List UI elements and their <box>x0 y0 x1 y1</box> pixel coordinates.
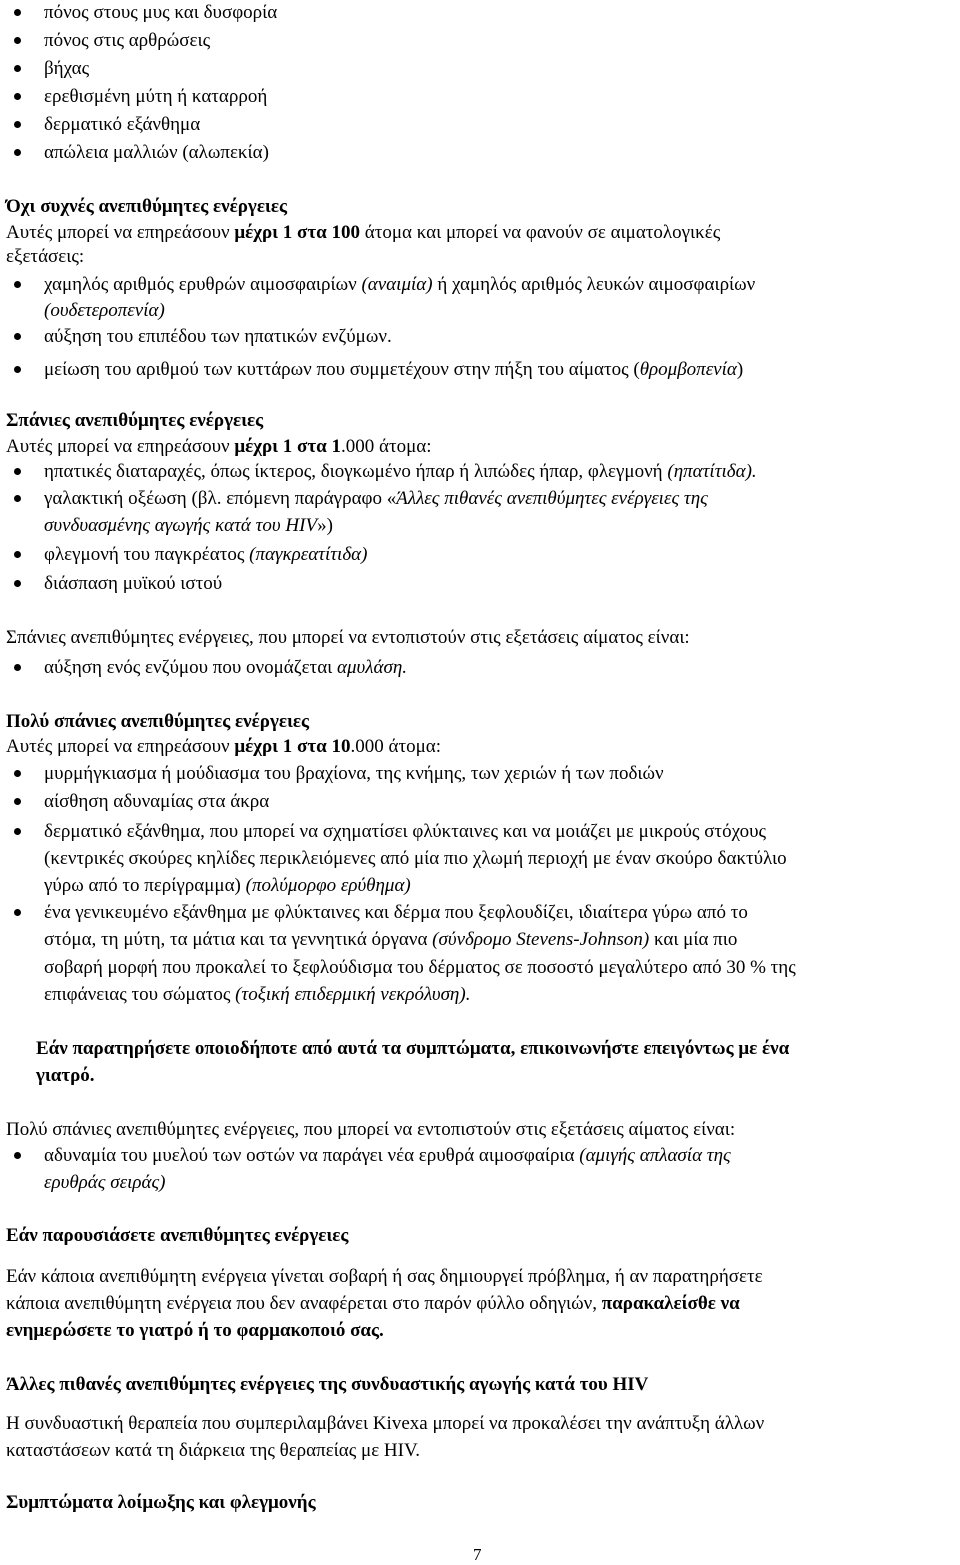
bullet-icon <box>14 468 21 475</box>
warning-text: γιατρό. <box>36 1065 95 1086</box>
bullet-icon <box>14 580 21 587</box>
list-item: μυρμήγκιασμα ή μούδιασμα του βραχίονα, της κνήμης, των χεριών ή των ποδιών <box>44 763 664 784</box>
list-item: χαμηλός αριθμός ερυθρών αιμοσφαιρίων (αναιμία) ή χαμηλός αριθμός λευκών αιμοσφαιρίων <box>44 274 756 295</box>
paragraph: Εάν κάποια ανεπιθύμητη ενέργεια γίνεται σοβαρή ή σας δημιουργεί πρόβλημα, ή αν παρατηρήσετε <box>6 1266 763 1287</box>
list-item: πόνος στις αρθρώσεις <box>44 30 211 51</box>
bullet-icon <box>14 281 21 288</box>
section-heading: Όχι συχνές ανεπιθύμητες ενέργειες <box>6 196 287 217</box>
list-item: φλεγμονή του παγκρέατος (παγκρεατίτιδα) <box>44 544 368 565</box>
paragraph: καταστάσεων κατά τη διάρκεια της θεραπείας με HIV. <box>6 1440 421 1461</box>
paragraph: Αυτές μπορεί να επηρεάσουν μέχρι 1 στα 10.000 άτομα: <box>6 736 442 757</box>
list-item: ένα γενικευμένο εξάνθημα με φλύκταινες και δέρμα που ξεφλουδίζει, ιδιαίτερα γύρω από το <box>44 902 748 923</box>
section-heading: Πολύ σπάνιες ανεπιθύμητες ενέργειες <box>6 711 309 732</box>
bullet-icon <box>14 664 21 671</box>
list-item: αύξηση ενός ενζύμου που ονομάζεται αμυλάση. <box>44 657 407 678</box>
bullet-icon <box>14 828 21 835</box>
paragraph: ενημερώσετε το γιατρό ή το φαρμακοποιό σας. <box>6 1320 384 1341</box>
section-heading: Συμπτώματα λοίμωξης και φλεγμονής <box>6 1492 316 1513</box>
bullet-icon <box>14 1152 21 1159</box>
page-number: 7 <box>473 1545 482 1564</box>
bullet-icon <box>14 495 21 502</box>
list-item-continuation: στόμα, τη μύτη, τα μάτια και τα γεννητικά όργανα (σύνδρομο Stevens-Johnson) και μία πιο <box>44 929 738 950</box>
list-item: μείωση του αριθμού των κυττάρων που συμμετέχουν στην πήξη του αίματος (θρομβοπενία) <box>44 359 744 380</box>
list-item-continuation: επιφάνειας του σώματος (τοξική επιδερμική νεκρόλυση). <box>44 984 471 1005</box>
list-item-continuation: σοβαρή μορφή που προκαλεί το ξεφλούδισμα του δέρματος σε ποσοστό μεγαλύτερο από 30 % της <box>44 957 796 978</box>
bullet-icon <box>14 333 21 340</box>
paragraph: Πολύ σπάνιες ανεπιθύμητες ενέργειες, που μπορεί να εντοπιστούν στις εξετάσεις αίματος είναι: <box>6 1119 736 1140</box>
list-item: διάσπαση μυϊκού ιστού <box>44 573 223 594</box>
list-item: αύξηση του επιπέδου των ηπατικών ενζύμων. <box>44 326 392 347</box>
list-item-continuation: ερυθράς σειράς) <box>44 1172 166 1193</box>
paragraph: Σπάνιες ανεπιθύμητες ενέργειες, που μπορεί να εντοπιστούν στις εξετάσεις αίματος είναι: <box>6 627 690 648</box>
bullet-icon <box>14 770 21 777</box>
list-item-continuation: συνδυασμένης αγωγής κατά του HIV») <box>44 515 333 536</box>
list-item: ηπατικές διαταραχές, όπως ίκτερος, διογκωμένο ήπαρ ή λιπώδες ήπαρ, φλεγμονή (ηπατίτιδα). <box>44 461 757 482</box>
bullet-icon <box>14 93 21 100</box>
bullet-icon <box>14 798 21 805</box>
paragraph: κάποια ανεπιθύμητη ενέργεια που δεν αναφέρεται στο παρόν φύλλο οδηγιών, παρακαλείσθε να <box>6 1293 740 1314</box>
section-heading: Σπάνιες ανεπιθύμητες ενέργειες <box>6 410 264 431</box>
bullet-icon <box>14 149 21 156</box>
list-item: βήχας <box>44 58 90 79</box>
bullet-icon <box>14 65 21 72</box>
list-item: αίσθηση αδυναμίας στα άκρα <box>44 791 270 812</box>
warning-text: Εάν παρατηρήσετε οποιοδήποτε από αυτά τα συμπτώματα, επικοινωνήστε επειγόντως με ένα <box>36 1038 790 1059</box>
list-item: απώλεια μαλλιών (αλωπεκία) <box>44 142 269 163</box>
list-item: δερματικό εξάνθημα, που μπορεί να σχηματίσει φλύκταινες και να μοιάζει με μικρούς στόχους <box>44 821 767 842</box>
list-item: αδυναμία του μυελού των οστών να παράγει νέα ερυθρά αιμοσφαίρια (αμιγής απλασία της <box>44 1145 731 1166</box>
section-heading: Εάν παρουσιάσετε ανεπιθύμητες ενέργειες <box>6 1225 349 1246</box>
bullet-icon <box>14 551 21 558</box>
bullet-icon <box>14 37 21 44</box>
list-item: πόνος στους μυς και δυσφορία <box>44 2 278 23</box>
bullet-icon <box>14 909 21 916</box>
paragraph: εξετάσεις: <box>6 246 85 267</box>
bullet-icon <box>14 121 21 128</box>
paragraph: Η συνδυαστική θεραπεία που συμπεριλαμβάνει Kivexa μπορεί να προκαλέσει την ανάπτυξη άλλων <box>6 1413 765 1434</box>
bullet-icon <box>14 366 21 373</box>
list-item-continuation: (κεντρικές σκούρες κηλίδες περικλειόμενες από μία πιο χλωμή περιοχή με έναν σκούρο δακτύλιο <box>44 848 787 869</box>
list-item-continuation: γύρω από το περίγραμμα) (πολύμορφο ερύθημα) <box>44 875 411 896</box>
section-heading: Άλλες πιθανές ανεπιθύμητες ενέργειες της συνδυαστικής αγωγής κατά του HIV <box>6 1374 649 1395</box>
paragraph: Αυτές μπορεί να επηρεάσουν μέχρι 1 στα 1.000 άτομα: <box>6 436 432 457</box>
list-item-continuation: (ουδετεροπενία) <box>44 300 165 321</box>
list-item: δερματικό εξάνθημα <box>44 114 201 135</box>
list-item: γαλακτική οξέωση (βλ. επόμενη παράγραφο «Άλλες πιθανές ανεπιθύμητες ενέργειες της <box>44 488 708 509</box>
paragraph: Αυτές μπορεί να επηρεάσουν μέχρι 1 στα 100 άτομα και μπορεί να φανούν σε αιματολογικές <box>6 222 721 243</box>
list-item: ερεθισμένη μύτη ή καταρροή <box>44 86 268 107</box>
bullet-icon <box>14 9 21 16</box>
